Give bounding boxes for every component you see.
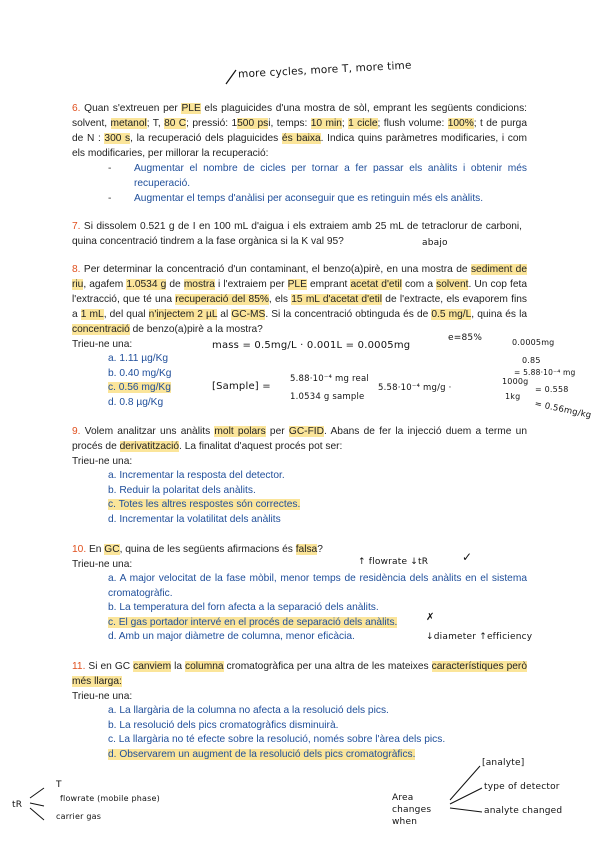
q6-highlight: 500 ps (237, 118, 269, 129)
q8-text: de l'extracte, els evaporem fins a (72, 294, 528, 320)
q8-highlight: PLE (287, 279, 307, 290)
q6-text: , la recuperació dels plaguicides (130, 133, 282, 144)
q9-text: . La finalitat d'aquest procés pot ser: (179, 441, 343, 452)
q10-trieu: Trieu-ne una: (72, 559, 133, 570)
q6-highlight: és baixa (281, 133, 321, 144)
question-6 (72, 101, 527, 206)
handwritten-conv-res: = 0.558 (535, 385, 569, 394)
q11-text: la (171, 661, 186, 672)
q10-option-c-label: c. El gas portador intervé en el procés de separació dels anàlits. (108, 616, 398, 628)
handwritten-final-answer: = 0.56mg/kg (533, 399, 593, 421)
q6-text: ; pressió: 1 (186, 118, 238, 129)
q10-highlight: GC (104, 544, 120, 555)
q6-highlight: 100% (447, 118, 474, 129)
q9-highlight: GC-FID (288, 426, 324, 437)
q6-highlight: metanol (110, 118, 147, 129)
q7-text: Si dissolem 0.521 g de I en 100 mL d'aigua i els extraiem amb 25 mL de tetraclorur de carboni, quina concentració tindrem a la fase orgànica si la K val 95? (72, 221, 522, 247)
q11-option-a[interactable]: a. La llargària de la columna no afecta a la resolució dels pics. (108, 705, 389, 716)
q6-text: ; t de purga de N : (72, 118, 527, 144)
q9-text: per (265, 426, 289, 437)
q8-text: , del qual (103, 309, 149, 320)
q8-option-d[interactable]: d. 0.8 µg/Kg (108, 396, 164, 408)
handwritten-q10-diameter: ↓diameter ↑efficiency (426, 632, 533, 642)
q10-text: , quina de les següents afirmacions és (119, 544, 296, 555)
q8-highlight: 15 mL d'acetat d'etil (291, 294, 383, 305)
q6-bullet: - Augmentar el temps d'anàlisi per aconseguir que es retinguin més els anàlits. (108, 191, 527, 206)
q8-option-c[interactable] (108, 381, 527, 396)
handwritten-recovery-eq: e=85% (448, 333, 483, 343)
q10-option-b[interactable]: b. La temperatura del forn afecta a la separació dels anàlits. (108, 602, 379, 614)
q8-text: emprant (306, 279, 351, 290)
q11-highlight: columna (185, 661, 224, 672)
handwritten-area-1: [analyte] (482, 758, 525, 768)
q10-number: 10. (72, 544, 87, 555)
q8-highlight: mostra (183, 279, 215, 290)
q8-trieu: Trieu-ne una: (72, 339, 133, 350)
handwritten-frac-res: = 5.88·10⁻⁴ mg (514, 368, 576, 377)
q10-option-c[interactable] (108, 616, 527, 631)
q6-highlight: PLE (181, 103, 201, 114)
q6-highlight: 1 cicle (348, 118, 378, 129)
q8-highlight: sediment de riu (72, 264, 528, 290)
q8-highlight: n'injectem 2 µL (148, 309, 218, 320)
q6-text: i, temps: (268, 118, 311, 129)
handwritten-frac-den: 0.85 (522, 356, 541, 365)
q9-option-d[interactable]: d. Incrementar la volatilitat dels anàlits (108, 513, 281, 525)
handwritten-mass-eq: mass = 0.5mg/L · 0.001L = 0.0005mg (212, 340, 411, 351)
q8-highlight: 0.5 mg/L (431, 309, 472, 320)
q11-text: cromatogràfica per una altra de les mateixes (223, 661, 432, 672)
q8-option-a[interactable]: a. 1.11 µg/Kg (108, 353, 169, 364)
handwritten-area-label: Area changes when (392, 793, 432, 827)
q6-highlight: 300 s (104, 133, 131, 144)
q6-highlight: 10 min (310, 118, 342, 129)
q8-highlight: acetat d'etil (350, 279, 402, 290)
q6-number: 6. (72, 103, 81, 114)
q11-number: 11. (72, 661, 86, 672)
q7-number: 7. (72, 221, 81, 232)
q11-highlight: característiques però més llarga: (72, 661, 527, 687)
question-9 (72, 424, 527, 527)
q6-text: els plaguicides d'una mostra de sòl, emprant les següents condicions: solvent, (72, 103, 528, 129)
q6-text: . Indica quins paràmetres modificaries, i com els modificaries, per millorar la recuperació: (72, 133, 527, 159)
q10-highlight: falsa (295, 544, 318, 555)
q9-highlight: derivatització (119, 441, 180, 452)
handwritten-tr-label: tR (12, 800, 23, 810)
q8-text: al (217, 309, 232, 320)
handwritten-sample-mid: 5.58·10⁻⁴ mg/g · (378, 383, 452, 393)
handwritten-tr-t: T (56, 780, 62, 790)
q11-option-c[interactable]: c. La llargària no té efecte sobre la resolució, només sobre l'àrea dels pics. (108, 734, 446, 746)
q8-highlight: recuperació del 85% (175, 294, 269, 305)
q6-text: ; flush volume: (377, 118, 448, 129)
q9-text: Volem analitzar uns anàlits (80, 426, 215, 437)
handwritten-conv-den: 1kg (505, 392, 521, 401)
handwritten-sample-lhs: [Sample] = (212, 381, 271, 392)
q9-trieu: Trieu-ne una: (72, 456, 133, 467)
question-7 (72, 219, 522, 249)
q9-text: . Abans de fer la injecció duem a terme un procés de (72, 426, 527, 452)
handwritten-sample-num: 5.88·10⁻⁴ mg real (290, 374, 369, 384)
question-10 (72, 542, 527, 645)
question-8 (72, 262, 527, 410)
q8-highlight: concentració (72, 324, 130, 335)
q8-text: de (166, 279, 184, 290)
q6-bullet: - Augmentar el nombre de cicles per tornar a fer passar els anàlits i obtenir més recuperació. (108, 161, 527, 191)
q6-highlight: 80 C (164, 118, 187, 129)
q9-option-b[interactable]: b. Reduir la polaritat dels anàlits. (108, 484, 256, 496)
q11-trieu: Trieu-ne una: (72, 691, 133, 702)
q10-text: ? (317, 544, 323, 555)
q8-text: , quina és la (471, 309, 528, 320)
handwritten-frac-num: 0.0005mg (512, 338, 555, 347)
handwritten-q10-x: ✗ (426, 612, 435, 623)
handwritten-tr-carrier: carrier gas (56, 812, 102, 821)
q11-option-d-label: d. Observarem un augment de la resolució dels pics cromatogràfics. (108, 748, 416, 760)
q8-option-c-label: c. 0.56 mg/Kg (108, 382, 171, 394)
q10-option-a[interactable]: a. A major velocitat de la fase mòbil, menor temps de residència dels anàlits en el sistema cromatogràfic. (108, 573, 527, 599)
q9-option-a[interactable]: a. Incrementar la resposta del detector. (108, 470, 285, 481)
q8-number: 8. (72, 264, 81, 275)
handwritten-sample-den: 1.0534 g sample (290, 392, 365, 402)
q8-text: . Si la concentració obtinguda és de (265, 309, 432, 320)
q8-text: Per determinar la concentració d'un contaminant, el benzo(a)pirè, en una mostra de (80, 264, 471, 275)
q11-highlight: canviem (133, 661, 172, 672)
q11-text: Si en GC (85, 661, 134, 672)
q8-highlight: 1 mL (80, 309, 104, 320)
handwritten-tr-flowrate: flowrate (mobile phase) (60, 794, 160, 803)
q8-text: de benzo(a)pirè a la mostra? (129, 324, 263, 335)
q9-option-c-label: c. Totes les altres respostes són correctes. (108, 499, 301, 511)
handwritten-conv-num: 1000g (502, 377, 529, 386)
handwritten-area-3: analyte changed (484, 806, 563, 816)
q8-text: com a (401, 279, 437, 290)
q8-highlight: solvent (436, 279, 469, 290)
q11-option-d[interactable] (108, 748, 527, 763)
q8-text: , agafem (83, 279, 127, 290)
q8-option-b[interactable]: b. 0.40 mg/Kg (108, 367, 172, 379)
q6-text: Quan s'extreuen per (80, 103, 182, 114)
q6-text: ; (341, 118, 349, 129)
handwritten-q10-check: ✓ (462, 550, 473, 564)
q9-number: 9. (72, 426, 81, 437)
q8-text: . Un cop feta l'extracció, que té una (72, 279, 528, 305)
handwritten-abajo: abajo (422, 238, 448, 248)
q9-highlight: molt polars (214, 426, 266, 437)
q8-highlight: GC-MS (231, 309, 266, 320)
q9-option-c[interactable] (108, 498, 527, 513)
question-11 (72, 659, 527, 762)
handwritten-top-note: more cycles, more T, more time (237, 59, 412, 81)
q8-highlight: 1.0534 g (126, 279, 167, 290)
q11-option-b[interactable]: b. La resolució dels pics cromatogràfics disminuirà. (108, 719, 339, 731)
q10-text: En (86, 544, 105, 555)
q8-text: i l'extraiem per (214, 279, 288, 290)
q10-option-d[interactable]: d. Amb un major diàmetre de columna, menor eficàcia. (108, 631, 355, 643)
q6-text: ; T, (146, 118, 165, 129)
q8-text: , els (268, 294, 292, 305)
handwritten-q10-note: ↑ flowrate ↓tR (358, 557, 429, 567)
handwritten-area-2: type of detector (484, 782, 560, 792)
